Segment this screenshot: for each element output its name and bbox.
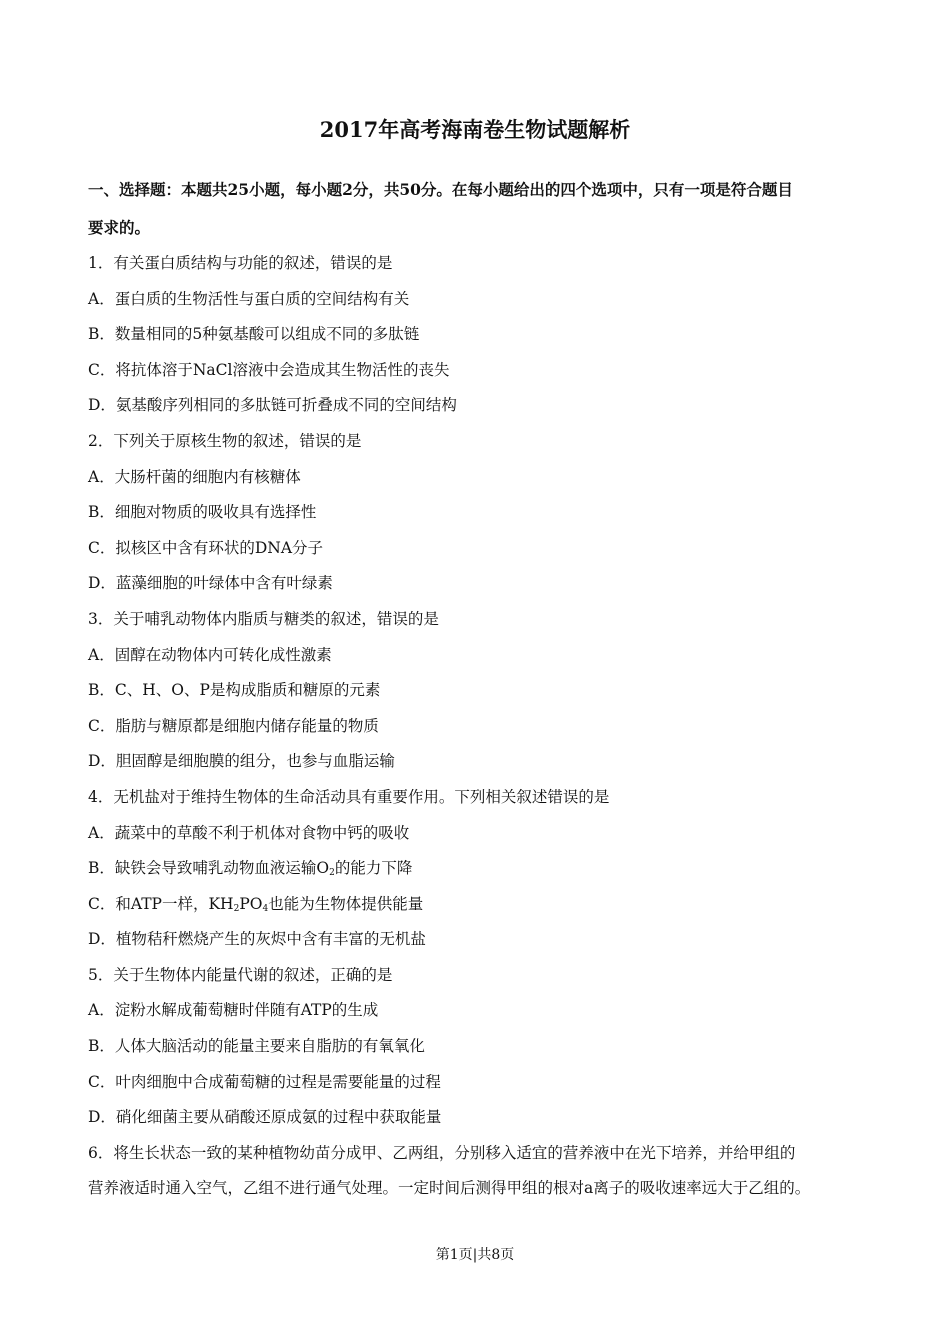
text-line [88, 321, 878, 357]
text-segment: 6．将生长状态一致的某种植物幼苗分成甲、乙两组，分别移入适宜的营养液中在光下培养，并给甲组的 [88, 1143, 796, 1162]
text-segment: A．蔬菜中的草酸不利于机体对食物中钙的吸收 [88, 823, 410, 842]
text-line [88, 286, 878, 322]
text-segment: B．C、H、O、P是构成脂质和糖原的元素 [88, 681, 381, 700]
text-segment: A．固醇在动物体内可转化成性激素 [88, 645, 332, 664]
text-line [88, 962, 878, 998]
text-segment: C．脂肪与糖原都是细胞内储存能量的物质 [88, 716, 379, 735]
text-segment: 1．有关蛋白质结构与功能的叙述，错误的是 [88, 254, 393, 272]
text-line [88, 1104, 878, 1140]
text-segment: 4．无机盐对于维持生物体的生命活动具有重要作用。下列相关叙述错误的是 [88, 787, 610, 806]
text-segment: B．数量相同的5种氨基酸可以组成不同的多肽链 [88, 325, 420, 344]
text-line [88, 1175, 878, 1211]
text-segment: 3．关于哺乳动物体内脂质与糖类的叙述，错误的是 [88, 609, 439, 628]
text-line [88, 748, 878, 784]
text-line [88, 642, 878, 678]
text-segment: D．胆固醇是细胞膜的组分，也参与血脂运输 [88, 752, 395, 771]
text-segment: 也能为生物体提供能量 [268, 894, 424, 913]
document-title: 2017年高考海南卷生物试题解析 [319, 117, 631, 142]
text-segment: B．缺铁会导致哺乳动物血液运输O [88, 859, 330, 878]
text-segment: C．叶肉细胞中合成葡萄糖的过程是需要能量的过程 [88, 1072, 441, 1091]
text-segment: C．将抗体溶于NaCl溶液中会造成其生物活性的丧失 [88, 360, 450, 379]
text-line [88, 713, 878, 749]
text-line [88, 357, 878, 393]
text-segment: D．硝化细菌主要从硝酸还原成氨的过程中获取能量 [88, 1108, 442, 1127]
subscript: 2 [329, 868, 335, 879]
text-line [88, 1033, 878, 1069]
text-segment: A．淀粉水解成葡萄糖时伴随有ATP的生成 [88, 1001, 379, 1020]
text-line [88, 428, 878, 464]
text-line [88, 891, 878, 927]
section-header-line2: 要求的。 [88, 218, 151, 237]
text-segment: B．细胞对物质的吸收具有选择性 [88, 503, 317, 522]
text-line [88, 1140, 878, 1176]
text-segment: A．大肠杆菌的细胞内有核糖体 [88, 467, 301, 486]
text-segment: 的能力下降 [334, 859, 413, 878]
text-line [88, 464, 878, 500]
text-line [88, 784, 878, 820]
subscript: 2 [233, 903, 240, 914]
text-line [88, 606, 878, 642]
text-line [88, 499, 878, 535]
text-line [88, 1069, 878, 1105]
subscript: 4 [262, 903, 269, 914]
text-line [88, 570, 878, 606]
text-segment: D．蓝藻细胞的叶绿体中含有叶绿素 [88, 574, 333, 593]
page-footer: 第1页|共8页 [435, 1247, 515, 1263]
text-segment: D．植物秸秆燃烧产生的灰烬中含有丰富的无机盐 [88, 930, 426, 949]
text-segment: 营养液适时通入空气，乙组不进行通气处理。一定时间后测得甲组的根对a离子的吸收速率远大于乙组的。 [88, 1179, 811, 1198]
text-segment: B．人体大脑活动的能量主要来自脂肪的有氧氧化 [88, 1037, 425, 1056]
text-segment: D．氨基酸序列相同的多肽链可折叠成不同的空间结构 [88, 396, 457, 415]
text-segment: 5．关于生物体内能量代谢的叙述，正确的是 [88, 965, 393, 984]
text-line [88, 677, 878, 713]
text-line [88, 250, 878, 286]
text-segment: 2．下列关于原核生物的叙述，错误的是 [88, 431, 362, 450]
text-line [88, 855, 878, 891]
text-segment: C．拟核区中含有环状的DNA分子 [88, 538, 324, 557]
text-line [88, 997, 878, 1033]
text-segment: PO [239, 894, 263, 913]
text-line [88, 820, 878, 856]
text-line [88, 535, 878, 571]
text-line [88, 926, 878, 962]
question-list [88, 250, 878, 1211]
text-segment: C．和ATP一样，KH [88, 894, 234, 913]
text-segment: A．蛋白质的生物活性与蛋白质的空间结构有关 [88, 289, 410, 308]
section-header-line1: 一、选择题：本题共25小题，每小题2分，共50分。在每小题给出的四个选项中，只有一项是符合题目 [88, 180, 793, 199]
text-line [88, 392, 878, 428]
